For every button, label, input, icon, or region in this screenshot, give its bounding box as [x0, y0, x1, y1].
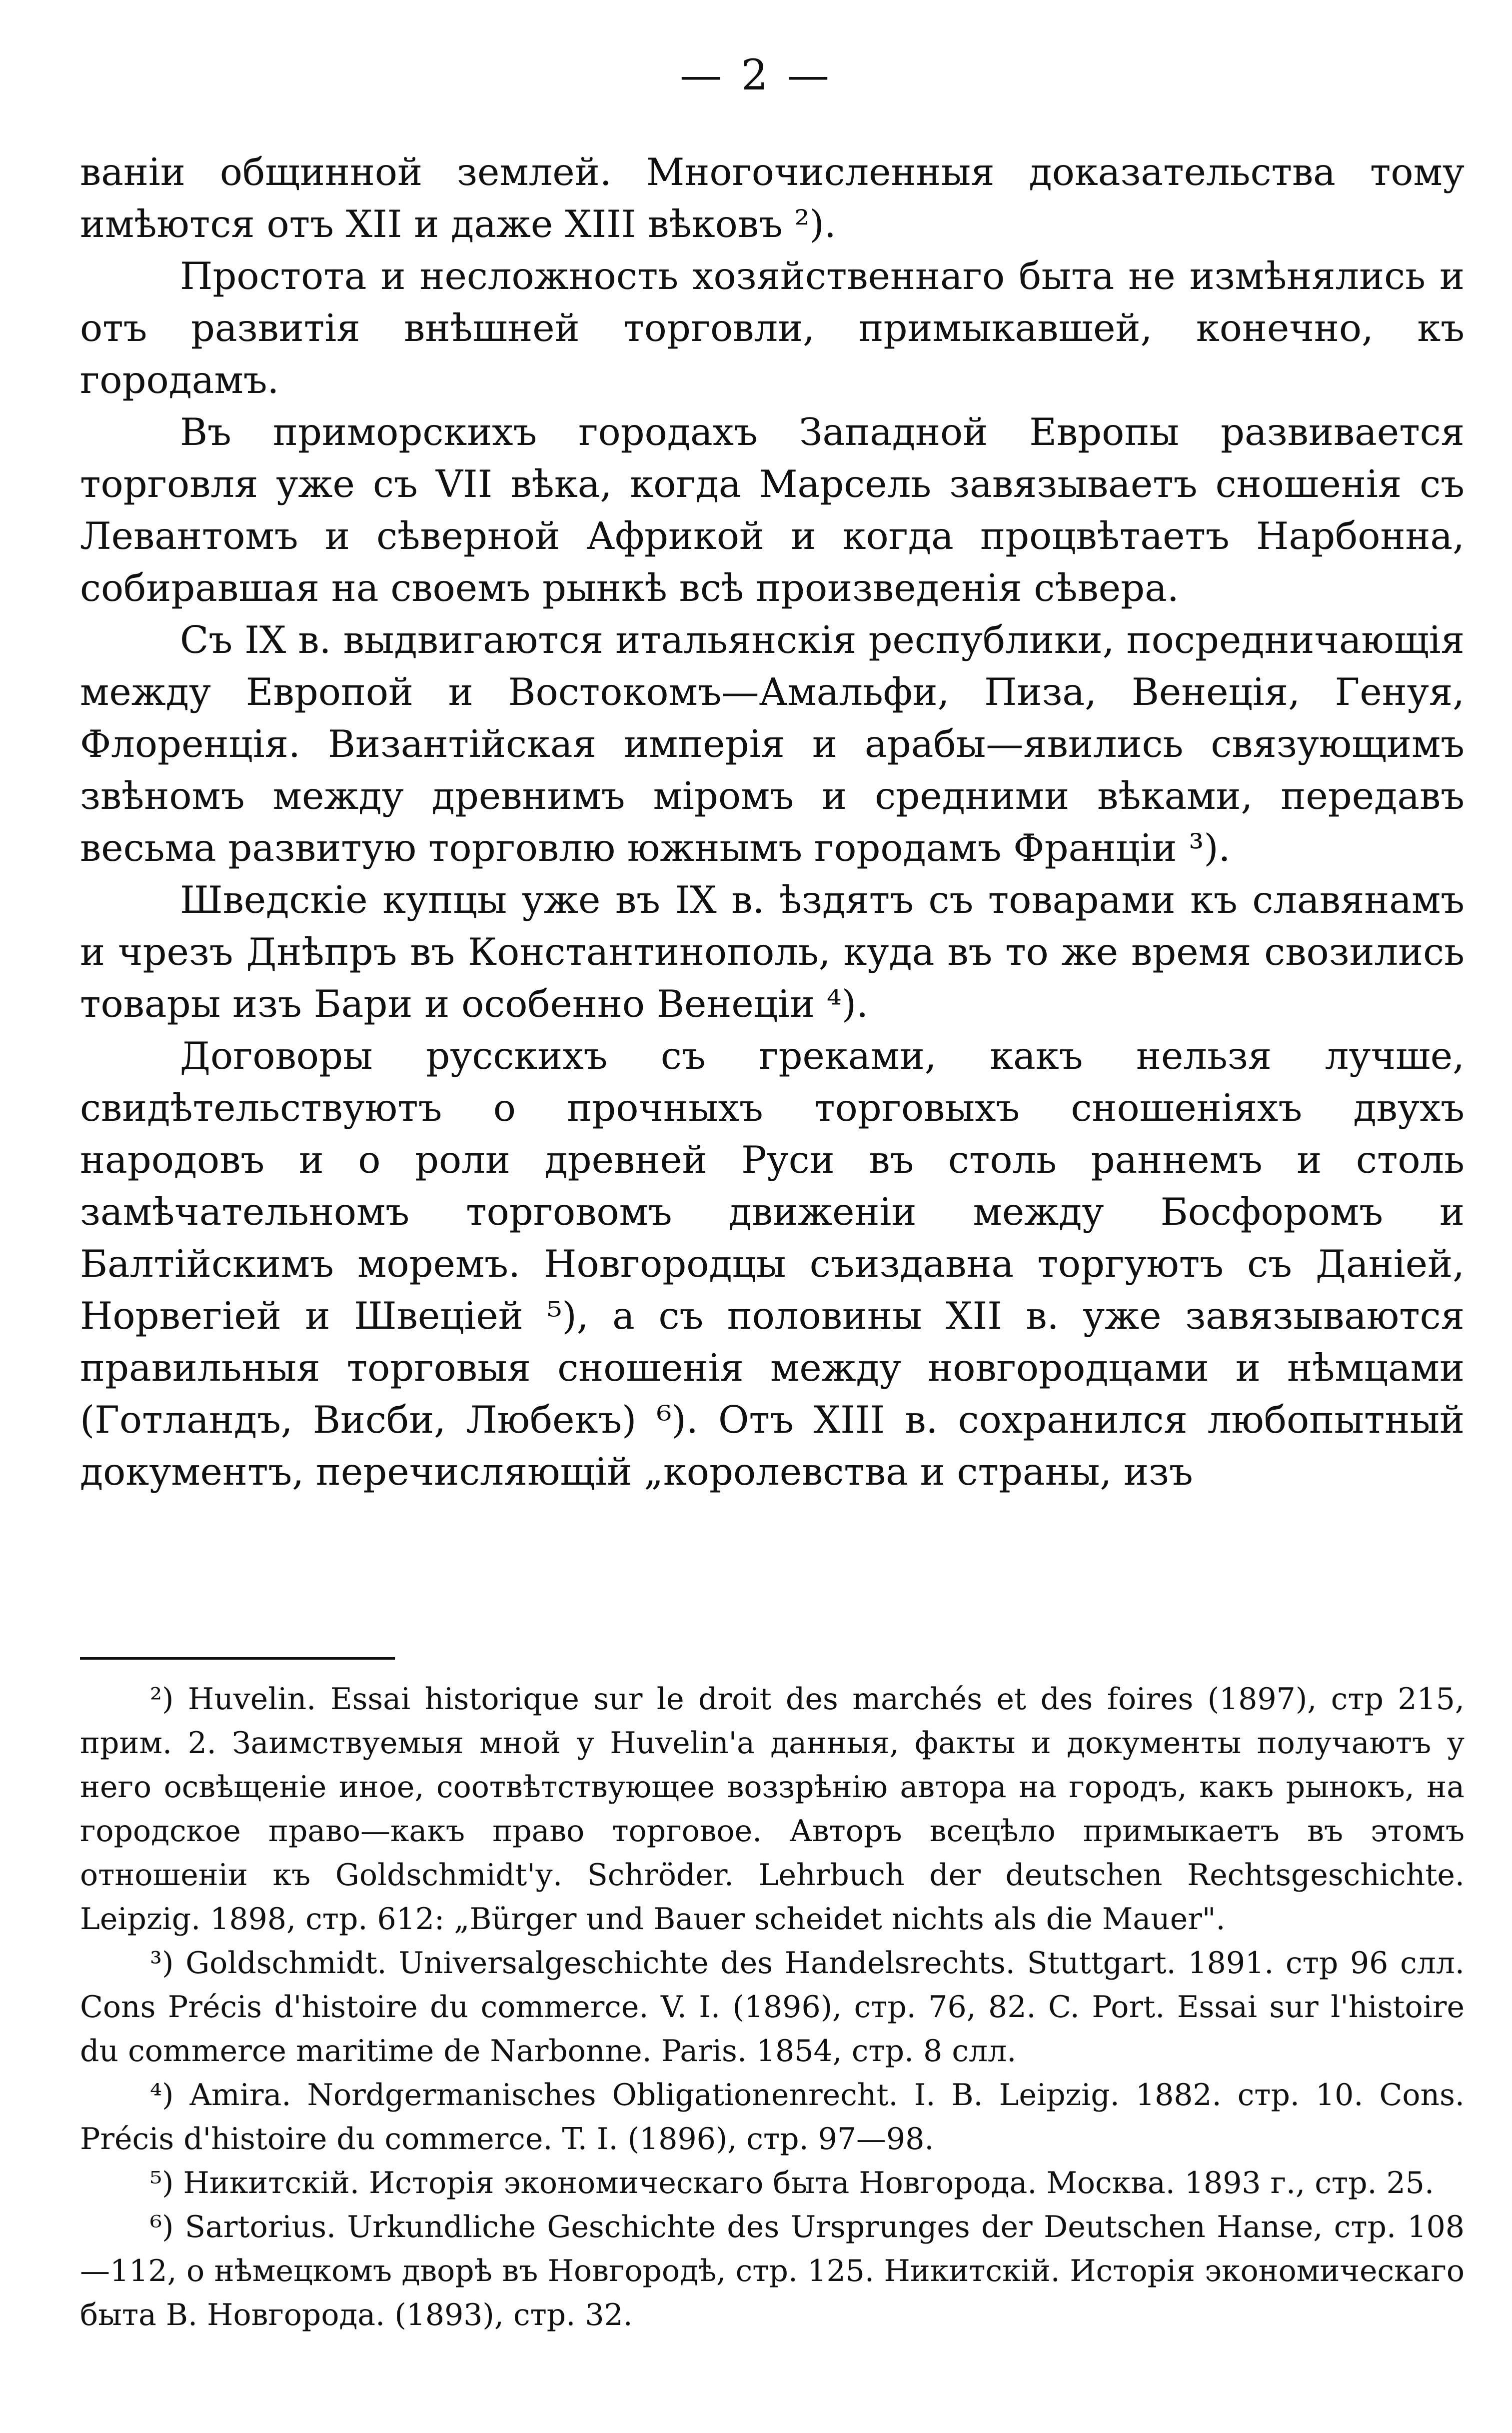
footnote-3: ³) Goldschmidt. Universalgeschichte des Handelsrechts. Stuttgart. 1891. стр 96 слл. Cons Précis d'histoire du commerce. V. I. (1896), стр. 76, 82. C. Port. Essai sur l'histoire du commerce maritime de Narbonne. Paris. 1854, стр. 8 слл.	[80, 1946, 1465, 2069]
paragraph-5: Шведскіе купцы уже въ IX в. ѣздятъ съ товарами къ славянамъ и чрезъ Днѣпръ въ Константинополь, куда въ то же время свозились товары изъ Бари и особенно Венеціи ⁴).	[80, 878, 1465, 1026]
footnote-separator	[80, 1657, 395, 1660]
footnote-5: ⁵) Никитскій. Исторія экономическаго быта Новгорода. Москва. 1893 г., стр. 25.	[150, 2166, 1435, 2201]
footnote-6: ⁶) Sartorius. Urkundliche Geschichte des Ursprunges der Deutschen Hanse, стр. 108—112, о нѣмецкомъ дворѣ въ Новгородѣ, стр. 125. Никитскій. Исторія экономическаго быта В. Новгорода. (1893), стр. 32.	[80, 2210, 1465, 2333]
footnote-2: ²) Huvelin. Essai historique sur le droit des marchés et des foires (1897), стр 215, прим. 2. Заимствуемыя мной у Huvelin'а данныя, факты и документы получаютъ у него освѣщеніе иное, соотвѣтствующее воззрѣнію автора на городъ, какъ рынокъ, на городское право—какъ право торговое. Авторъ всецѣло примыкаетъ въ этомъ отношеніи къ Goldschmidt'у. Schröder. Lehrbuch der deutschen Rechtsgeschichte. Leipzig. 1898, стр. 612: „Bürger und Bauer scheidet nichts als die Mauer".	[80, 1682, 1465, 1937]
main-text	[80, 146, 1465, 1498]
page-number: — 2 —	[680, 50, 832, 99]
paragraph-4: Съ IX в. выдвигаются итальянскія республики, посредничающія между Европой и Востокомъ—Амальфи, Пиза, Венеція, Генуя, Флоренція. Византійская имперія и арабы—явились связующимъ звѣномъ между древнимъ міромъ и средними вѣками, передавъ весьма развитую торговлю южнымъ городамъ Франціи ³).	[80, 618, 1465, 870]
footnotes	[80, 1677, 1465, 2337]
paragraph-6: Договоры русскихъ съ греками, какъ нельзя лучше, свидѣтельствуютъ о прочныхъ торговыхъ сношеніяхъ двухъ народовъ и о роли древней Руси въ столь раннемъ и столь замѣчательномъ торговомъ движеніи между Босфоромъ и Балтійскимъ моремъ. Новгородцы съиздавна торгуютъ съ Даніей, Норвегіей и Швеціей ⁵), а съ половины XII в. уже завязываются правильныя торговыя сношенія между новгородцами и нѣмцами (Готландъ, Висби, Любекъ) ⁶). Отъ XIII в. сохранился любопытный документъ, перечисляющій „королевства и страны, изъ	[80, 1034, 1465, 1494]
footnote-4: ⁴) Amira. Nordgermanisches Obligationenrecht. I. B. Leipzig. 1882. стр. 10. Cons. Précis d'histoire du commerce. T. I. (1896), стр. 97—98.	[80, 2078, 1465, 2157]
paragraph-3: Въ приморскихъ городахъ Западной Европы развивается торговля уже съ VII вѣка, когда Марсель завязываетъ сношенія съ Левантомъ и сѣверной Африкой и когда процвѣтаетъ Нарбонна, собиравшая на своемъ рынкѣ всѣ произведенія сѣвера.	[80, 410, 1465, 610]
paragraph-1: ваніи общинной землей. Многочисленныя доказательства тому имѣются отъ XII и даже XIII вѣковъ ²).	[80, 150, 1465, 246]
paragraph-2: Простота и несложность хозяйственнаго быта не измѣнялись и отъ развитія внѣшней торговли, примыкавшей, конечно, къ городамъ.	[80, 254, 1465, 402]
